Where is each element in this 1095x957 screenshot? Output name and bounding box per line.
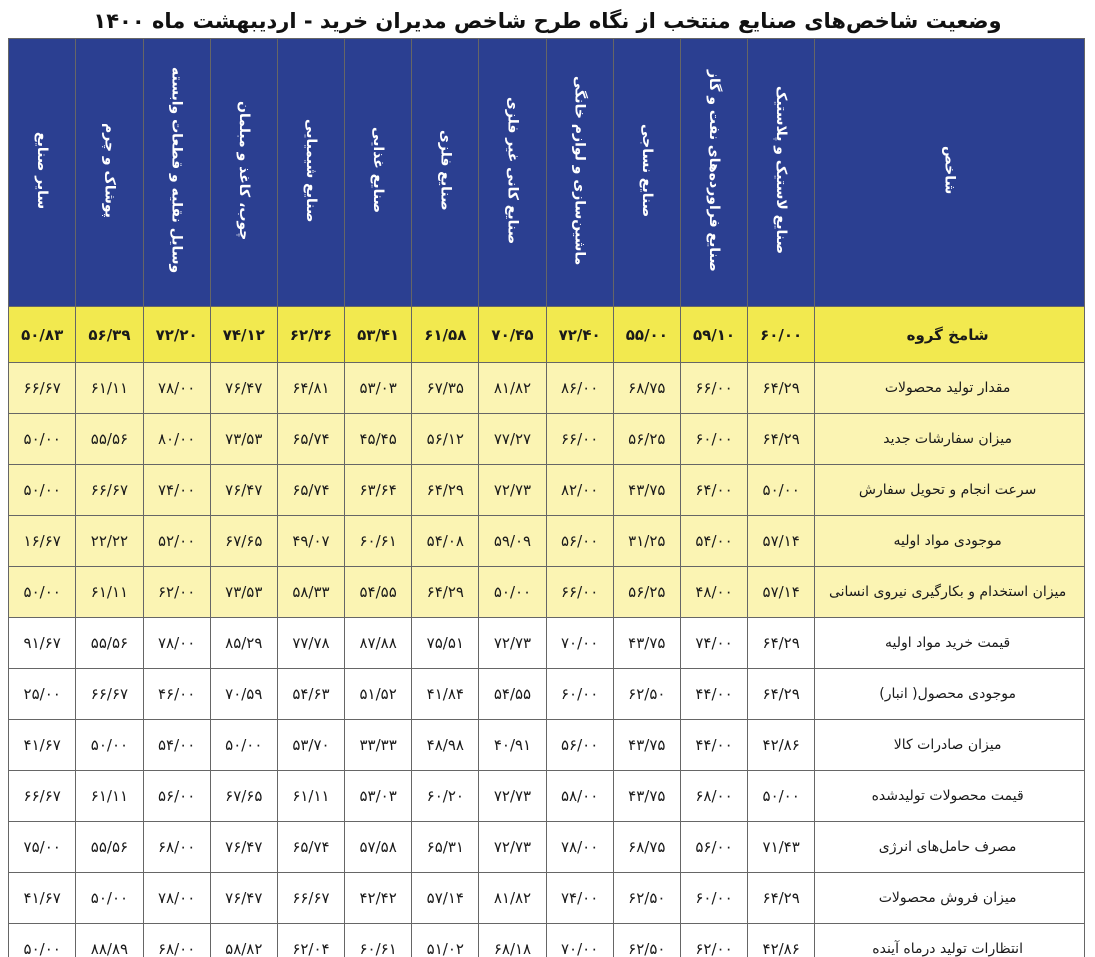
header-industry [680,39,747,307]
header-label-column [815,39,1085,307]
value-cell: ۷۸/۰۰ [546,822,613,873]
value-cell: ۵۰/۰۰ [210,720,277,771]
value-cell: ۶۱/۱۱ [76,363,143,414]
value-cell: ۵۵/۵۶ [76,822,143,873]
row-label: مصرف حامل‌های انرژی [815,822,1085,873]
header-text: صنایع کانی غیر فلزی [504,96,521,245]
header-text: صنایع شیمیایی [303,118,319,223]
value-cell: ۲۵/۰۰ [9,669,76,720]
value-cell: ۶۰/۶۱ [345,924,412,957]
value-cell: ۴۳/۷۵ [613,720,680,771]
value-cell: ۶۵/۷۴ [277,465,344,516]
value-cell: ۷۰/۵۹ [210,669,277,720]
table-row [9,669,1085,720]
value-cell: ۵۶/۲۵ [613,567,680,618]
header-text: صنایع فراورده‌های نفت و گاز [706,69,723,272]
value-cell: ۶۲/۵۰ [613,669,680,720]
value-cell: ۵۳/۰۳ [345,363,412,414]
value-cell: ۶۱/۱۱ [277,771,344,822]
value-cell: ۵۵/۰۰ [613,307,680,363]
value-cell: ۶۲/۰۴ [277,924,344,957]
value-cell: ۶۶/۶۷ [9,363,76,414]
value-cell: ۴۱/۶۷ [9,720,76,771]
value-cell: ۵۶/۰۰ [680,822,747,873]
value-cell: ۸۱/۸۲ [479,363,546,414]
row-label: انتظارات تولید درماه آینده [815,924,1085,957]
value-cell: ۴۲/۴۲ [345,873,412,924]
header-industry [210,39,277,307]
table-row [9,567,1085,618]
table-row [9,720,1085,771]
value-cell: ۷۲/۷۳ [479,822,546,873]
value-cell: ۶۰/۶۱ [345,516,412,567]
header-text: صنایع نساجی [638,123,655,218]
table-row [9,822,1085,873]
value-cell: ۸۶/۰۰ [546,363,613,414]
value-cell: ۶۴/۲۹ [748,363,815,414]
value-cell: ۷۷/۲۷ [479,414,546,465]
value-cell: ۷۴/۰۰ [546,873,613,924]
value-cell: ۶۸/۰۰ [143,924,210,957]
header-row [9,39,1085,307]
header-text: پوشاک و چرم [101,123,118,218]
table-row [9,873,1085,924]
header-industry [479,39,546,307]
value-cell: ۴۳/۷۵ [613,771,680,822]
row-label: موجودی محصول( انبار) [815,669,1085,720]
value-cell: ۶۰/۰۰ [748,307,815,363]
value-cell: ۶۴/۲۹ [412,567,479,618]
value-cell: ۷۴/۰۰ [680,618,747,669]
value-cell: ۵۴/۵۵ [345,567,412,618]
value-cell: ۵۶/۰۰ [546,516,613,567]
value-cell: ۵۷/۱۴ [412,873,479,924]
value-cell: ۴۰/۹۱ [479,720,546,771]
value-cell: ۵۸/۳۳ [277,567,344,618]
value-cell: ۷۸/۰۰ [143,363,210,414]
table-row [9,465,1085,516]
value-cell: ۵۴/۰۰ [680,516,747,567]
value-cell: ۵۵/۵۶ [76,618,143,669]
value-cell: ۷۳/۵۳ [210,567,277,618]
value-cell: ۷۶/۴۷ [210,363,277,414]
value-cell: ۵۰/۰۰ [9,924,76,957]
table-row [9,363,1085,414]
header-text: صنایع فلزی [437,130,454,211]
row-label: میزان صادرات کالا [815,720,1085,771]
header-text: صنایع لاستیک و پلاستیک [773,86,790,255]
value-cell: ۶۰/۰۰ [680,873,747,924]
value-cell: ۷۷/۷۸ [277,618,344,669]
header-industry [613,39,680,307]
table-row [9,516,1085,567]
header-industry [748,39,815,307]
value-cell: ۵۶/۲۵ [613,414,680,465]
header-industry [546,39,613,307]
value-cell: ۷۶/۴۷ [210,873,277,924]
value-cell: ۸۷/۸۸ [345,618,412,669]
value-cell: ۷۴/۱۲ [210,307,277,363]
value-cell: ۷۱/۴۳ [748,822,815,873]
value-cell: ۵۰/۰۰ [9,414,76,465]
row-label: قیمت خرید مواد اولیه [815,618,1085,669]
value-cell: ۷۰/۰۰ [546,924,613,957]
header-text: سایر صنایع [34,131,51,210]
value-cell: ۴۲/۸۶ [748,720,815,771]
header-industry [76,39,143,307]
row-label: میزان استخدام و بکارگیری نیروی انسانی [815,567,1085,618]
value-cell: ۵۰/۰۰ [76,873,143,924]
header-industry [412,39,479,307]
value-cell: ۶۲/۵۰ [613,924,680,957]
value-cell: ۶۷/۶۵ [210,516,277,567]
value-cell: ۱۶/۶۷ [9,516,76,567]
value-cell: ۶۷/۶۵ [210,771,277,822]
value-cell: ۶۰/۲۰ [412,771,479,822]
value-cell: ۸۲/۰۰ [546,465,613,516]
value-cell: ۶۶/۶۷ [277,873,344,924]
value-cell: ۷۴/۰۰ [143,465,210,516]
value-cell: ۵۴/۰۸ [412,516,479,567]
value-cell: ۵۶/۰۰ [546,720,613,771]
value-cell: ۷۸/۰۰ [143,873,210,924]
value-cell: ۷۲/۲۰ [143,307,210,363]
value-cell: ۵۳/۴۱ [345,307,412,363]
value-cell: ۶۲/۰۰ [143,567,210,618]
table-body [9,307,1085,957]
row-label: مقدار تولید محصولات [815,363,1085,414]
value-cell: ۶۴/۰۰ [680,465,747,516]
value-cell: ۷۰/۰۰ [546,618,613,669]
value-cell: ۶۷/۳۵ [412,363,479,414]
value-cell: ۴۳/۷۵ [613,465,680,516]
value-cell: ۶۴/۲۹ [748,669,815,720]
value-cell: ۶۴/۲۹ [748,873,815,924]
value-cell: ۸۱/۸۲ [479,873,546,924]
value-cell: ۵۷/۵۸ [345,822,412,873]
value-cell: ۵۳/۷۰ [277,720,344,771]
value-cell: ۵۷/۱۴ [748,567,815,618]
value-cell: ۶۲/۵۰ [613,873,680,924]
value-cell: ۶۸/۰۰ [143,822,210,873]
value-cell: ۵۶/۱۲ [412,414,479,465]
value-cell: ۶۱/۱۱ [76,567,143,618]
value-cell: ۴۸/۰۰ [680,567,747,618]
value-cell: ۵۸/۸۲ [210,924,277,957]
value-cell: ۶۶/۰۰ [546,414,613,465]
row-label: موجودی مواد اولیه [815,516,1085,567]
value-cell: ۴۶/۰۰ [143,669,210,720]
value-cell: ۵۰/۰۰ [76,720,143,771]
value-cell: ۷۶/۴۷ [210,822,277,873]
value-cell: ۵۰/۰۰ [748,465,815,516]
value-cell: ۶۶/۰۰ [680,363,747,414]
value-cell: ۶۸/۰۰ [680,771,747,822]
value-cell: ۷۳/۵۳ [210,414,277,465]
value-cell: ۵۱/۵۲ [345,669,412,720]
value-cell: ۶۴/۲۹ [412,465,479,516]
value-cell: ۴۵/۴۵ [345,414,412,465]
value-cell: ۶۶/۰۰ [546,567,613,618]
value-cell: ۵۵/۵۶ [76,414,143,465]
value-cell: ۸۵/۲۹ [210,618,277,669]
value-cell: ۶۳/۶۴ [345,465,412,516]
value-cell: ۷۲/۷۳ [479,465,546,516]
value-cell: ۵۹/۰۹ [479,516,546,567]
value-cell: ۴۴/۰۰ [680,720,747,771]
value-cell: ۵۹/۱۰ [680,307,747,363]
value-cell: ۵۴/۵۵ [479,669,546,720]
table-row [9,618,1085,669]
value-cell: ۴۴/۰۰ [680,669,747,720]
value-cell: ۵۰/۸۳ [9,307,76,363]
value-cell: ۶۶/۶۷ [76,465,143,516]
value-cell: ۶۴/۲۹ [748,414,815,465]
value-cell: ۶۸/۷۵ [613,363,680,414]
table-row [9,771,1085,822]
row-label: سرعت انجام و تحویل سفارش [815,465,1085,516]
value-cell: ۶۱/۱۱ [76,771,143,822]
value-cell: ۵۴/۶۳ [277,669,344,720]
value-cell: ۵۷/۱۴ [748,516,815,567]
value-cell: ۸۸/۸۹ [76,924,143,957]
header-text: چوب، کاغذ و مبلمان [235,100,252,241]
table-row [9,307,1085,363]
row-label: میزان فروش محصولات [815,873,1085,924]
table-row [9,924,1085,957]
value-cell: ۶۴/۸۱ [277,363,344,414]
value-cell: ۵۶/۰۰ [143,771,210,822]
value-cell: ۷۲/۷۳ [479,618,546,669]
value-cell: ۴۱/۶۷ [9,873,76,924]
value-cell: ۴۲/۸۶ [748,924,815,957]
industry-index-table [8,38,1085,957]
value-cell: ۴۹/۰۷ [277,516,344,567]
value-cell: ۵۴/۰۰ [143,720,210,771]
value-cell: ۷۰/۴۵ [479,307,546,363]
header-industry [277,39,344,307]
value-cell: ۶۴/۲۹ [748,618,815,669]
value-cell: ۶۸/۷۵ [613,822,680,873]
value-cell: ۵۰/۰۰ [9,567,76,618]
header-text: ماشین‌سازی و لوازم خانگی [571,75,588,266]
row-label: میزان سفارشات جدید [815,414,1085,465]
value-cell: ۶۱/۵۸ [412,307,479,363]
value-cell: ۴۱/۸۴ [412,669,479,720]
value-cell: ۷۲/۴۰ [546,307,613,363]
value-cell: ۶۲/۰۰ [680,924,747,957]
value-cell: ۷۶/۴۷ [210,465,277,516]
header-industry [143,39,210,307]
value-cell: ۵۳/۰۳ [345,771,412,822]
value-cell: ۳۱/۲۵ [613,516,680,567]
value-cell: ۴۳/۷۵ [613,618,680,669]
value-cell: ۷۵/۵۱ [412,618,479,669]
value-cell: ۲۲/۲۲ [76,516,143,567]
value-cell: ۵۶/۳۹ [76,307,143,363]
header-text: صنایع غذایی [370,127,387,214]
value-cell: ۹۱/۶۷ [9,618,76,669]
header-industry [345,39,412,307]
value-cell: ۶۰/۰۰ [680,414,747,465]
value-cell: ۶۸/۱۸ [479,924,546,957]
value-cell: ۵۸/۰۰ [546,771,613,822]
row-label: شامخ گروه [815,307,1085,363]
value-cell: ۶۰/۰۰ [546,669,613,720]
value-cell: ۶۵/۷۴ [277,414,344,465]
value-cell: ۶۲/۳۶ [277,307,344,363]
value-cell: ۶۵/۷۴ [277,822,344,873]
value-cell: ۳۳/۳۳ [345,720,412,771]
value-cell: ۴۸/۹۸ [412,720,479,771]
value-cell: ۵۱/۰۲ [412,924,479,957]
value-cell: ۵۰/۰۰ [479,567,546,618]
value-cell: ۵۲/۰۰ [143,516,210,567]
value-cell: ۵۰/۰۰ [748,771,815,822]
header-industry [9,39,76,307]
value-cell: ۷۸/۰۰ [143,618,210,669]
page-title: وضعیت شاخص‌های صنایع منتخب از نگاه طرح شاخص مدیران خرید - اردیبهشت ماه ۱۴۰۰ [93,9,1002,33]
value-cell: ۷۲/۷۳ [479,771,546,822]
value-cell: ۶۶/۶۷ [9,771,76,822]
value-cell: ۸۰/۰۰ [143,414,210,465]
value-cell: ۶۵/۳۱ [412,822,479,873]
value-cell: ۵۰/۰۰ [9,465,76,516]
row-label: قیمت محصولات تولیدشده [815,771,1085,822]
value-cell: ۶۶/۶۷ [76,669,143,720]
header-text: وسایل نقلیه و قطعات وابسته [168,67,185,274]
table-row [9,414,1085,465]
value-cell: ۷۵/۰۰ [9,822,76,873]
header-text: شاخص [941,146,958,195]
